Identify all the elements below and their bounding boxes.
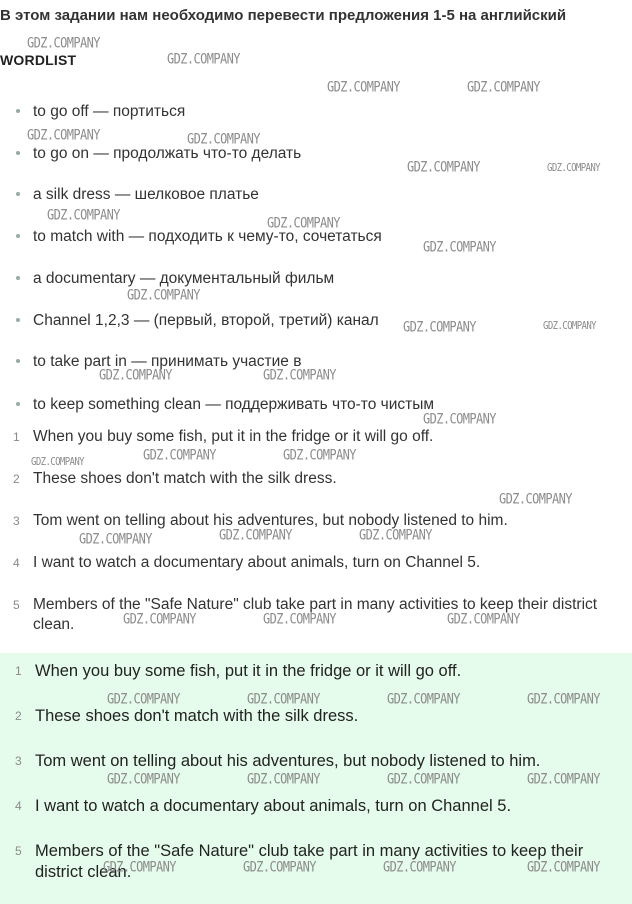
watermark-text: GDZ.COMPANY [283, 447, 356, 464]
bullet-icon [16, 276, 20, 280]
watermark-text: GDZ.COMPANY [327, 79, 400, 96]
sentence-text: When you buy some fish, put it in the fridge or it will go off. [33, 428, 434, 445]
watermark-text: GDZ.COMPANY [27, 127, 100, 144]
wordlist-item: to go off — портиться [16, 103, 185, 121]
bullet-icon [16, 151, 20, 155]
sentence-item [13, 469, 623, 489]
sentence-text: I want to watch a documentary about animals, turn on Channel 5. [33, 554, 481, 571]
sentence-number: 3 [13, 514, 20, 528]
answer-number: 3 [15, 754, 22, 768]
answer-text: When you buy some fish, put it in the fridge or it will go off. [35, 662, 462, 680]
answer-number: 1 [15, 664, 22, 678]
watermark-text: GDZ.COMPANY [143, 447, 216, 464]
watermark-text: GDZ.COMPANY [387, 771, 460, 788]
watermark-text: GDZ.COMPANY [167, 51, 240, 68]
watermark-text: GDZ.COMPANY [247, 691, 320, 708]
watermark-text: GDZ.COMPANY [127, 287, 200, 304]
bullet-icon [16, 234, 20, 238]
wordlist-item: to keep something clean — поддерживать что-то чистым [16, 396, 434, 414]
watermark-text: GDZ.COMPANY [263, 611, 336, 628]
watermark-text: GDZ.COMPANY [407, 159, 480, 176]
watermark-text: GDZ.COMPANY [31, 457, 85, 469]
watermark-text: GDZ.COMPANY [423, 239, 496, 256]
wordlist-item: a documentary — документальный фильм [16, 270, 334, 288]
sentence-item [13, 511, 623, 531]
watermark-text: GDZ.COMPANY [383, 859, 456, 876]
answer-text: Tom went on telling about his adventures, but nobody listened to him. [35, 752, 541, 770]
watermark-text: GDZ.COMPANY [547, 163, 601, 175]
bullet-icon [16, 192, 20, 196]
watermark-text: GDZ.COMPANY [263, 367, 336, 384]
answer-number: 2 [15, 709, 22, 723]
watermark-text: GDZ.COMPANY [267, 215, 340, 232]
watermark-text: GDZ.COMPANY [499, 491, 572, 508]
watermark-text: GDZ.COMPANY [403, 319, 476, 336]
answer-number: 4 [15, 799, 22, 813]
sentence-number: 1 [13, 430, 20, 444]
watermark-text: GDZ.COMPANY [527, 691, 600, 708]
watermark-text: GDZ.COMPANY [27, 35, 100, 52]
watermark-text: GDZ.COMPANY [447, 611, 520, 628]
watermark-text: GDZ.COMPANY [247, 771, 320, 788]
watermark-text: GDZ.COMPANY [47, 207, 120, 224]
sentence-text: Members of the "Safe Nature" club take part in many activities to keep their district clean. [33, 596, 598, 633]
bullet-icon [16, 359, 20, 363]
wordlist-item: to take part in — принимать участие в [16, 353, 301, 371]
watermark-text: GDZ.COMPANY [243, 859, 316, 876]
watermark-text: GDZ.COMPANY [123, 611, 196, 628]
watermark-text: GDZ.COMPANY [527, 859, 600, 876]
answer-text: These shoes don't match with the silk dress. [35, 707, 359, 725]
watermark-text: GDZ.COMPANY [387, 691, 460, 708]
bullet-icon [16, 318, 20, 322]
answer-item [15, 796, 620, 817]
intro-text: В этом задании нам необходимо перевести предложения 1-5 на английский [0, 7, 567, 24]
watermark-text: GDZ.COMPANY [543, 321, 597, 333]
watermark-text: GDZ.COMPANY [187, 131, 260, 148]
answer-item [15, 751, 620, 772]
sentence-text: These shoes don't match with the silk dress. [33, 470, 337, 487]
wordlist-item: to go on — продолжать что-то делать [16, 145, 301, 163]
wordlist-title: WORDLIST [0, 52, 77, 68]
answer-text: Members of the "Safe Nature" club take part in many activities to keep their district clean. [35, 842, 584, 881]
watermark-text: GDZ.COMPANY [527, 771, 600, 788]
watermark-text: GDZ.COMPANY [79, 531, 152, 548]
sentence-number: 5 [13, 598, 20, 612]
answer-number: 5 [15, 844, 22, 858]
watermark-text: GDZ.COMPANY [99, 367, 172, 384]
sentence-number: 4 [13, 556, 20, 570]
watermark-text: GDZ.COMPANY [107, 771, 180, 788]
answer-item [15, 706, 620, 727]
watermark-text: GDZ.COMPANY [103, 859, 176, 876]
watermark-text: GDZ.COMPANY [219, 527, 292, 544]
watermark-text: GDZ.COMPANY [359, 527, 432, 544]
wordlist-item: to match with — подходить к чему-то, сочетаться [16, 228, 382, 246]
watermark-text: GDZ.COMPANY [467, 79, 540, 96]
bullet-icon [16, 109, 20, 113]
wordlist-item: Channel 1,2,3 — (первый, второй, третий) канал [16, 312, 379, 330]
sentence-number: 2 [13, 472, 20, 486]
watermark-text: GDZ.COMPANY [423, 411, 496, 428]
sentence-item [13, 427, 623, 447]
answer-item [15, 661, 620, 682]
sentence-text: Tom went on telling about his adventures, but nobody listened to him. [33, 512, 508, 529]
answer-text: I want to watch a documentary about animals, turn on Channel 5. [35, 797, 512, 815]
sentence-item [13, 553, 623, 573]
wordlist-item: a silk dress — шелковое платье [16, 186, 259, 204]
watermark-text: GDZ.COMPANY [107, 691, 180, 708]
bullet-icon [16, 402, 20, 406]
